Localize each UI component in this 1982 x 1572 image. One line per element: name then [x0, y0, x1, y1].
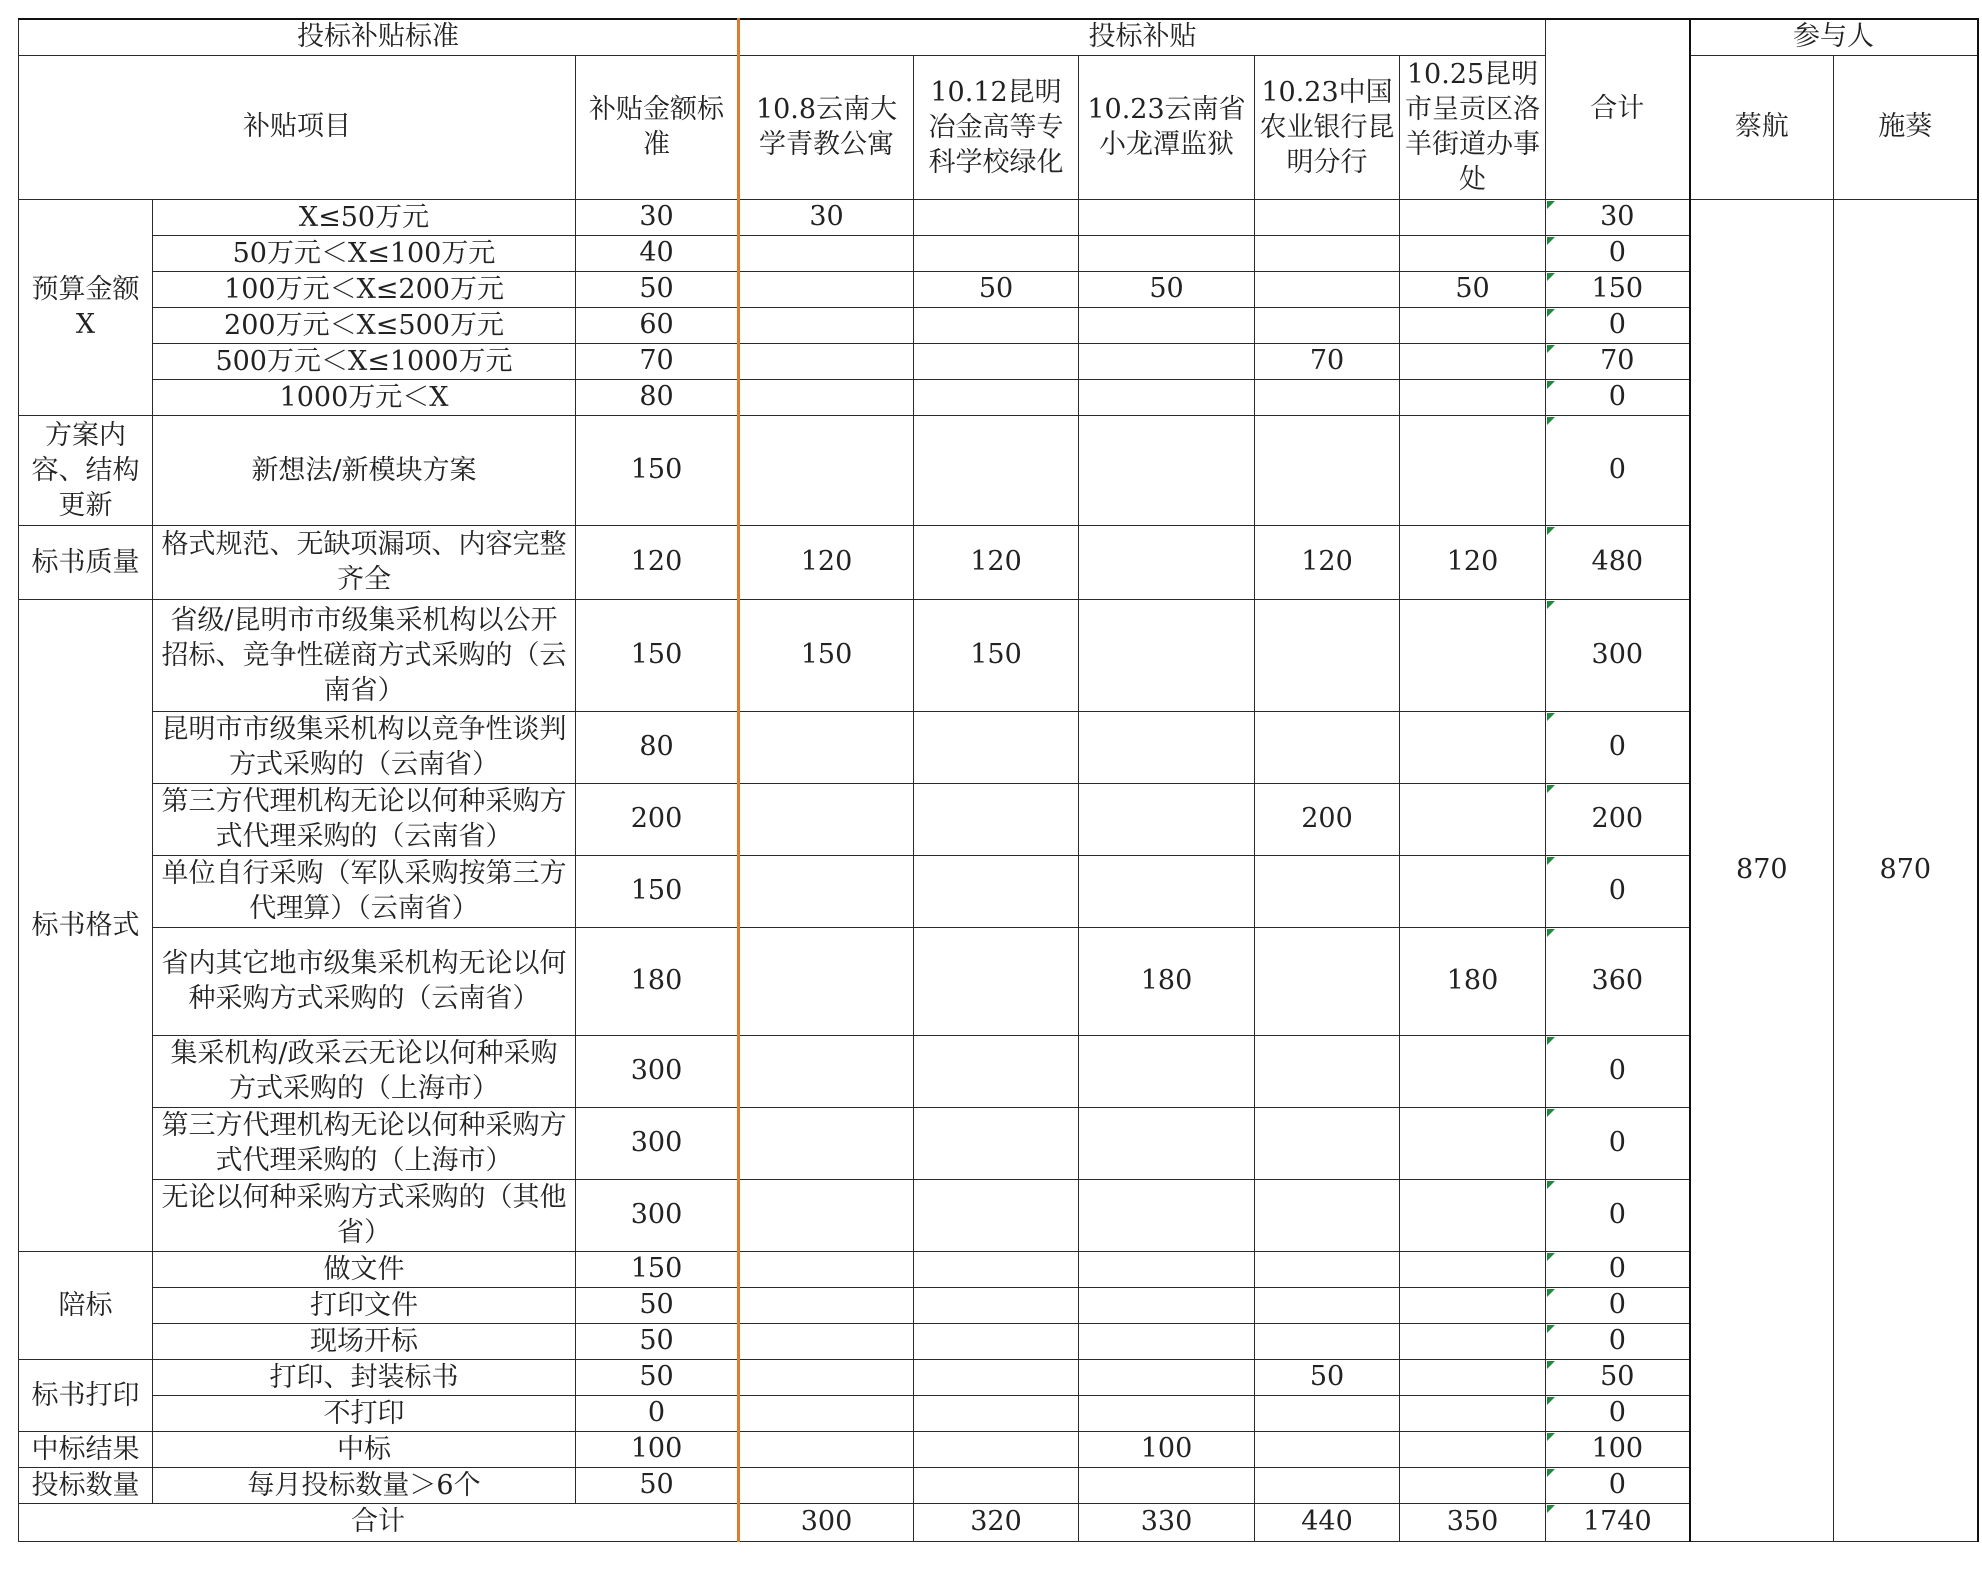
project-amount-cell	[1255, 271, 1400, 307]
standard-amount-cell: 40	[576, 235, 739, 271]
project-amount-cell	[914, 927, 1079, 1035]
project-amount-cell	[1255, 1467, 1400, 1503]
project-amount-cell	[1400, 855, 1546, 927]
project-amount-cell	[739, 1179, 914, 1251]
project-amount-cell	[739, 1107, 914, 1179]
project-amount-cell: 50	[1255, 1359, 1400, 1395]
row-total-cell	[1546, 783, 1690, 855]
cell-note-flag	[1547, 1109, 1555, 1117]
table-row	[19, 927, 1978, 1035]
table-footer-row	[19, 1503, 1978, 1541]
project-amount-cell	[1079, 1359, 1255, 1395]
cell-note-flag	[1547, 273, 1555, 281]
project-amount-cell	[1400, 415, 1546, 525]
cell-note-flag	[1547, 1397, 1555, 1405]
row-total-cell	[1546, 1035, 1690, 1107]
project-amount-cell	[739, 783, 914, 855]
project-amount-cell	[739, 379, 914, 415]
project-amount-cell	[1079, 199, 1255, 235]
row-total-cell	[1546, 855, 1690, 927]
project-amount-cell	[914, 1431, 1079, 1467]
group-label: 标书打印	[19, 1359, 153, 1431]
item-cell: 做文件	[153, 1251, 576, 1287]
project-amount-cell	[914, 1467, 1079, 1503]
table-row	[19, 1395, 1978, 1431]
table-row	[19, 1287, 1978, 1323]
participants-header: 参与人	[1690, 19, 1978, 55]
participant-total: 870	[1834, 199, 1978, 1541]
project-amount-cell: 50	[914, 271, 1079, 307]
project-amount-cell	[1400, 1323, 1546, 1359]
table-row	[19, 855, 1978, 927]
project-amount-cell	[914, 199, 1079, 235]
grand-total-value: 1740	[1582, 1506, 1652, 1537]
project-amount-cell	[1400, 1359, 1546, 1395]
project-amount-cell	[1255, 1431, 1400, 1467]
table-row	[19, 1431, 1978, 1467]
standard-amount-cell: 200	[576, 783, 739, 855]
cell-note-flag	[1547, 785, 1555, 793]
cell-note-flag	[1547, 1505, 1555, 1513]
standard-amount-cell: 180	[576, 927, 739, 1035]
project-amount-cell	[739, 1251, 914, 1287]
standard-amount-cell: 150	[576, 415, 739, 525]
project-amount-cell	[739, 1395, 914, 1431]
project-amount-cell	[914, 1395, 1079, 1431]
project-amount-cell	[1079, 1323, 1255, 1359]
row-total-cell	[1546, 1287, 1690, 1323]
row-total-cell	[1546, 415, 1690, 525]
project-amount-cell: 50	[1079, 271, 1255, 307]
row-total-value: 30	[1600, 201, 1635, 232]
item-cell: 集采机构/政采云无论以何种采购方式采购的（上海市）	[153, 1035, 576, 1107]
project-amount-cell	[739, 343, 914, 379]
project-amount-cell	[1255, 415, 1400, 525]
cell-note-flag	[1547, 201, 1555, 209]
cell-note-flag	[1547, 237, 1555, 245]
standard-amount-cell: 50	[576, 1467, 739, 1503]
project-amount-cell	[914, 855, 1079, 927]
group-label: 标书质量	[19, 525, 153, 599]
participant-total: 870	[1690, 199, 1834, 1541]
project-amount-cell: 120	[1255, 525, 1400, 599]
row-total-value: 0	[1608, 1199, 1626, 1230]
cell-note-flag	[1547, 309, 1555, 317]
project-total-cell: 300	[739, 1503, 914, 1541]
project-amount-cell	[914, 1323, 1079, 1359]
item-cell: 现场开标	[153, 1323, 576, 1359]
row-total-value: 0	[1608, 237, 1626, 268]
table-row	[19, 307, 1978, 343]
row-total-value: 0	[1608, 1253, 1626, 1284]
project-amount-cell	[914, 711, 1079, 783]
project-amount-cell	[914, 343, 1079, 379]
project-amount-cell: 120	[739, 525, 914, 599]
standard-amount-cell: 0	[576, 1395, 739, 1431]
project-amount-cell	[1079, 855, 1255, 927]
project-amount-cell	[1255, 1107, 1400, 1179]
standard-amount-cell: 100	[576, 1431, 739, 1467]
item-cell: 单位自行采购（军队采购按第三方代理算）（云南省）	[153, 855, 576, 927]
row-total-value: 0	[1608, 1127, 1626, 1158]
project-amount-cell	[1255, 855, 1400, 927]
table-row	[19, 415, 1978, 525]
row-total-cell	[1546, 1467, 1690, 1503]
row-total-value: 0	[1608, 1325, 1626, 1356]
row-total-value: 0	[1608, 731, 1626, 762]
row-total-value: 0	[1608, 1469, 1626, 1500]
project-total-cell: 350	[1400, 1503, 1546, 1541]
item-cell: 100万元＜X≤200万元	[153, 271, 576, 307]
item-cell: 中标	[153, 1431, 576, 1467]
project-amount-cell	[1079, 379, 1255, 415]
item-cell: 1000万元＜X	[153, 379, 576, 415]
item-cell: 打印文件	[153, 1287, 576, 1323]
row-total-value: 480	[1591, 546, 1644, 577]
row-total-cell	[1546, 235, 1690, 271]
project-column-header: 10.25昆明市呈贡区洛羊街道办事处	[1400, 55, 1546, 199]
project-amount-cell: 180	[1079, 927, 1255, 1035]
project-amount-cell	[1400, 1467, 1546, 1503]
project-column-header: 10.12昆明冶金高等专科学校绿化	[914, 55, 1079, 199]
row-total-cell	[1546, 927, 1690, 1035]
project-total-cell: 320	[914, 1503, 1079, 1541]
project-amount-cell	[739, 1467, 914, 1503]
project-column-header: 10.23云南省小龙潭监狱	[1079, 55, 1255, 199]
cell-note-flag	[1547, 1037, 1555, 1045]
project-amount-cell	[1079, 235, 1255, 271]
project-amount-cell	[1400, 199, 1546, 235]
standard-amount-cell: 60	[576, 307, 739, 343]
project-amount-cell: 120	[914, 525, 1079, 599]
cell-note-flag	[1547, 417, 1555, 425]
project-amount-cell	[1255, 711, 1400, 783]
row-total-value: 0	[1608, 1397, 1626, 1428]
table-row	[19, 525, 1978, 599]
table-row	[19, 783, 1978, 855]
item-cell: 50万元＜X≤100万元	[153, 235, 576, 271]
project-amount-cell	[1079, 415, 1255, 525]
subsidy-table	[18, 18, 1979, 1542]
project-amount-cell	[1255, 1287, 1400, 1323]
project-amount-cell	[1255, 379, 1400, 415]
project-amount-cell	[1255, 927, 1400, 1035]
project-amount-cell	[1255, 1395, 1400, 1431]
project-amount-cell	[1079, 343, 1255, 379]
project-amount-cell	[1079, 1251, 1255, 1287]
group-label: 中标结果	[19, 1431, 153, 1467]
standard-amount-cell: 50	[576, 271, 739, 307]
row-total-cell	[1546, 307, 1690, 343]
row-total-cell	[1546, 525, 1690, 599]
project-amount-cell	[739, 235, 914, 271]
standard-amount-cell: 300	[576, 1035, 739, 1107]
item-cell: 第三方代理机构无论以何种采购方式代理采购的（上海市）	[153, 1107, 576, 1179]
standard-amount-cell: 300	[576, 1107, 739, 1179]
project-amount-cell: 70	[1255, 343, 1400, 379]
group-label: 标书格式	[19, 599, 153, 1251]
project-amount-cell	[914, 235, 1079, 271]
cell-note-flag	[1547, 713, 1555, 721]
project-amount-cell: 180	[1400, 927, 1546, 1035]
project-amount-cell	[1255, 307, 1400, 343]
standard-amount-cell: 50	[576, 1287, 739, 1323]
group-label: 方案内容、结构更新	[19, 415, 153, 525]
project-column-header: 10.8云南大学青教公寓	[739, 55, 914, 199]
row-total-cell	[1546, 711, 1690, 783]
project-amount-cell	[1400, 343, 1546, 379]
participant-name: 蔡航	[1690, 55, 1834, 199]
item-cell: 每月投标数量＞6个	[153, 1467, 576, 1503]
project-amount-cell	[914, 783, 1079, 855]
project-amount-cell	[1079, 599, 1255, 711]
row-total-value: 50	[1600, 1361, 1635, 1392]
project-amount-cell	[1079, 525, 1255, 599]
item-cell: X≤50万元	[153, 199, 576, 235]
cell-note-flag	[1547, 601, 1555, 609]
table-row	[19, 1035, 1978, 1107]
cell-note-flag	[1547, 1469, 1555, 1477]
group-label: 预算金额X	[19, 199, 153, 415]
row-total-cell	[1546, 379, 1690, 415]
table-row	[19, 711, 1978, 783]
table-row	[19, 271, 1978, 307]
project-amount-cell	[739, 271, 914, 307]
total-column-header: 合计	[1546, 19, 1690, 199]
row-total-value: 100	[1591, 1433, 1644, 1464]
item-cell: 省内其它地市级集采机构无论以何种采购方式采购的（云南省）	[153, 927, 576, 1035]
row-total-cell	[1546, 1431, 1690, 1467]
project-amount-cell	[1255, 235, 1400, 271]
cell-note-flag	[1547, 1289, 1555, 1297]
standard-amount-cell: 80	[576, 379, 739, 415]
project-amount-cell	[739, 1359, 914, 1395]
item-cell: 新想法/新模块方案	[153, 415, 576, 525]
item-cell: 省级/昆明市市级集采机构以公开招标、竞争性磋商方式采购的（云南省）	[153, 599, 576, 711]
project-amount-cell	[1400, 711, 1546, 783]
project-amount-cell	[1255, 199, 1400, 235]
project-amount-cell	[1079, 307, 1255, 343]
project-amount-cell	[1255, 1035, 1400, 1107]
project-amount-cell	[739, 1035, 914, 1107]
table-row	[19, 1107, 1978, 1179]
row-total-value: 150	[1591, 273, 1644, 304]
row-total-cell	[1546, 1251, 1690, 1287]
project-total-cell: 440	[1255, 1503, 1400, 1541]
standard-amount-cell: 150	[576, 1251, 739, 1287]
project-amount-cell	[739, 927, 914, 1035]
project-amount-cell	[1079, 1287, 1255, 1323]
cell-note-flag	[1547, 1361, 1555, 1369]
row-total-cell	[1546, 199, 1690, 235]
project-amount-cell	[914, 1359, 1079, 1395]
standard-amount-cell: 150	[576, 855, 739, 927]
cell-note-flag	[1547, 527, 1555, 535]
table-row	[19, 343, 1978, 379]
group-label: 投标数量	[19, 1467, 153, 1503]
item-cell: 不打印	[153, 1395, 576, 1431]
project-amount-cell	[1400, 1107, 1546, 1179]
project-amount-cell	[1255, 1251, 1400, 1287]
row-total-value: 70	[1600, 345, 1635, 376]
project-amount-cell	[1400, 1179, 1546, 1251]
row-total-value: 0	[1608, 381, 1626, 412]
project-amount-cell	[739, 415, 914, 525]
table-row	[19, 599, 1978, 711]
project-amount-cell	[914, 307, 1079, 343]
table-row	[19, 1251, 1978, 1287]
standard-amount-cell: 30	[576, 199, 739, 235]
cell-note-flag	[1547, 1253, 1555, 1261]
project-amount-cell: 150	[739, 599, 914, 711]
row-total-value: 300	[1591, 639, 1644, 670]
standard-amount-cell: 70	[576, 343, 739, 379]
cell-note-flag	[1547, 1181, 1555, 1189]
row-total-cell	[1546, 1323, 1690, 1359]
cell-note-flag	[1547, 345, 1555, 353]
project-amount-cell	[739, 1287, 914, 1323]
row-total-cell	[1546, 343, 1690, 379]
row-total-value: 200	[1591, 803, 1644, 834]
cell-note-flag	[1547, 1325, 1555, 1333]
item-cell: 无论以何种采购方式采购的（其他省）	[153, 1179, 576, 1251]
project-amount-cell	[1079, 1467, 1255, 1503]
project-amount-cell: 150	[914, 599, 1079, 711]
row-total-cell	[1546, 1359, 1690, 1395]
subsidy-header: 投标补贴	[739, 19, 1546, 55]
project-amount-cell	[1400, 1431, 1546, 1467]
item-cell: 格式规范、无缺项漏项、内容完整齐全	[153, 525, 576, 599]
amount-column-header: 补贴金额标准	[576, 55, 739, 199]
project-amount-cell	[1400, 599, 1546, 711]
standard-amount-cell: 50	[576, 1323, 739, 1359]
cell-note-flag	[1547, 857, 1555, 865]
project-amount-cell	[1400, 379, 1546, 415]
table-row	[19, 1323, 1978, 1359]
project-amount-cell	[1255, 1179, 1400, 1251]
project-amount-cell	[739, 1323, 914, 1359]
table-row	[19, 1467, 1978, 1503]
project-amount-cell	[739, 1431, 914, 1467]
row-total-cell	[1546, 1179, 1690, 1251]
row-total-cell	[1546, 271, 1690, 307]
project-amount-cell	[1079, 783, 1255, 855]
row-total-value: 0	[1608, 1055, 1626, 1086]
standard-amount-cell: 80	[576, 711, 739, 783]
project-amount-cell	[1400, 1395, 1546, 1431]
item-cell: 第三方代理机构无论以何种采购方式代理采购的（云南省）	[153, 783, 576, 855]
project-amount-cell	[914, 379, 1079, 415]
table-row	[19, 1179, 1978, 1251]
standard-amount-cell: 150	[576, 599, 739, 711]
project-amount-cell	[914, 1179, 1079, 1251]
cell-note-flag	[1547, 381, 1555, 389]
participant-name: 施葵	[1834, 55, 1978, 199]
standard-amount-cell: 50	[576, 1359, 739, 1395]
project-amount-cell	[1079, 711, 1255, 783]
standard-amount-cell: 120	[576, 525, 739, 599]
row-total-value: 360	[1591, 965, 1644, 996]
item-cell: 打印、封装标书	[153, 1359, 576, 1395]
item-cell: 500万元＜X≤1000万元	[153, 343, 576, 379]
project-amount-cell	[1079, 1179, 1255, 1251]
project-column-header: 10.23中国农业银行昆明分行	[1255, 55, 1400, 199]
row-total-value: 0	[1608, 875, 1626, 906]
project-amount-cell	[1400, 1035, 1546, 1107]
item-column-header: 补贴项目	[19, 55, 576, 199]
group-label: 陪标	[19, 1251, 153, 1359]
item-cell: 200万元＜X≤500万元	[153, 307, 576, 343]
standard-header: 投标补贴标准	[19, 19, 739, 55]
project-amount-cell	[739, 711, 914, 783]
project-total-cell: 330	[1079, 1503, 1255, 1541]
project-amount-cell	[1079, 1395, 1255, 1431]
project-amount-cell	[1400, 307, 1546, 343]
table-row	[19, 199, 1978, 235]
project-amount-cell	[1400, 235, 1546, 271]
standard-amount-cell: 300	[576, 1179, 739, 1251]
project-amount-cell	[1400, 1287, 1546, 1323]
project-amount-cell	[1255, 599, 1400, 711]
project-amount-cell	[739, 307, 914, 343]
project-amount-cell: 200	[1255, 783, 1400, 855]
project-amount-cell	[1400, 1251, 1546, 1287]
row-total-cell	[1546, 1107, 1690, 1179]
table-row	[19, 1359, 1978, 1395]
project-amount-cell: 100	[1079, 1431, 1255, 1467]
project-amount-cell: 120	[1400, 525, 1546, 599]
row-total-value: 0	[1608, 454, 1626, 485]
row-total-cell	[1546, 599, 1690, 711]
project-amount-cell	[914, 1251, 1079, 1287]
project-amount-cell	[1400, 783, 1546, 855]
item-cell: 昆明市市级集采机构以竞争性谈判方式采购的（云南省）	[153, 711, 576, 783]
project-amount-cell	[739, 855, 914, 927]
project-amount-cell	[914, 1287, 1079, 1323]
project-amount-cell: 30	[739, 199, 914, 235]
grand-total-cell	[1546, 1503, 1690, 1541]
project-amount-cell	[1079, 1107, 1255, 1179]
cell-note-flag	[1547, 929, 1555, 937]
row-total-cell	[1546, 1395, 1690, 1431]
project-amount-cell: 50	[1400, 271, 1546, 307]
footer-total-label: 合计	[19, 1503, 739, 1541]
project-amount-cell	[914, 1035, 1079, 1107]
table-row	[19, 235, 1978, 271]
table-row	[19, 379, 1978, 415]
project-amount-cell	[1255, 1323, 1400, 1359]
project-amount-cell	[1079, 1035, 1255, 1107]
row-total-value: 0	[1608, 309, 1626, 340]
project-amount-cell	[914, 415, 1079, 525]
project-amount-cell	[914, 1107, 1079, 1179]
row-total-value: 0	[1608, 1289, 1626, 1320]
cell-note-flag	[1547, 1433, 1555, 1441]
